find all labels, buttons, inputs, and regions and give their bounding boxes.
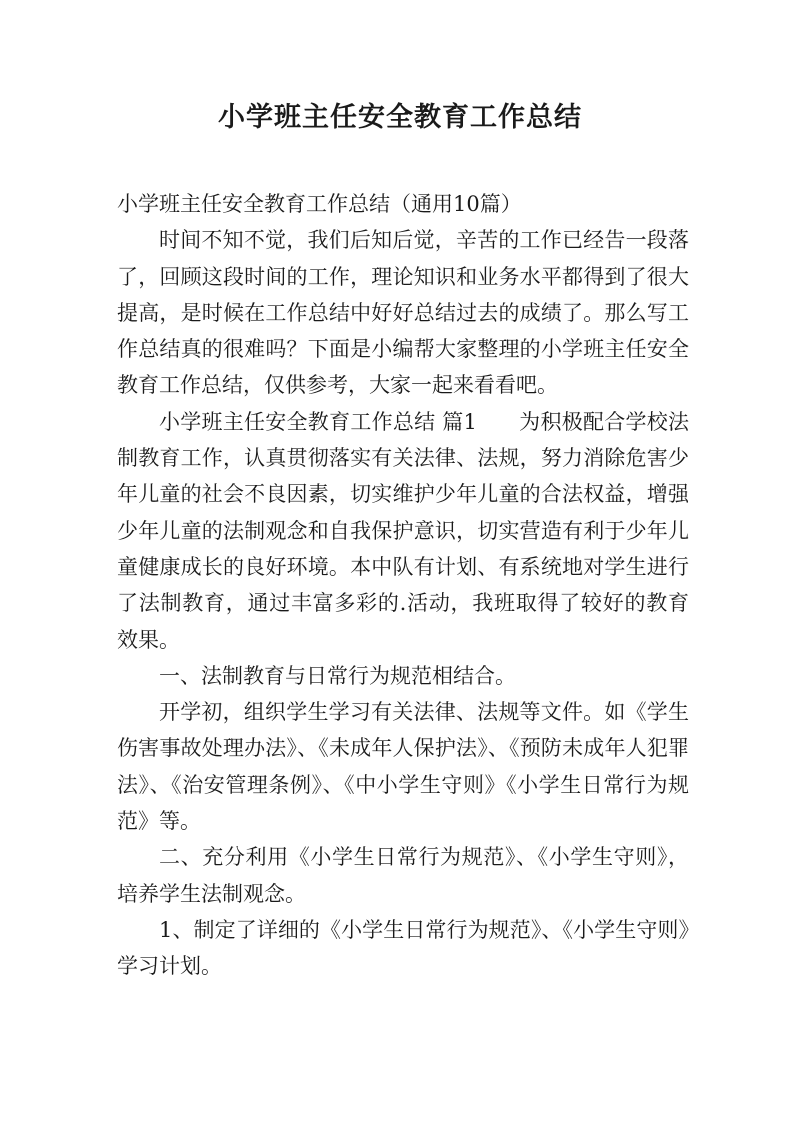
document-title: 小学班主任安全教育工作总结 xyxy=(218,102,582,133)
document-subtitle: 小学班主任安全教育工作总结（通用10篇） xyxy=(117,192,522,216)
item-1-paragraph: 1、制定了详细的《小学生日常行为规范》、《小学生守则》学习计划。 xyxy=(117,917,689,979)
section-1-heading: 一、法制教育与日常行为规范相结合。 xyxy=(159,663,516,688)
section-1-body: 开学初，组织学生学习有关法律、法规等文件。如《学生伤害事故处理办法》、《未成年人保护法》、《预防未成年人犯罪法》、《治安管理条例》、《中小学生守则》《小学生日常行为规范》等。 xyxy=(117,700,689,834)
section-2-heading: 二、充分利用《小学生日常行为规范》、《小学生守则》，培养学生法制观念。 xyxy=(117,845,689,906)
document-body xyxy=(117,186,689,985)
chapter-body: 为积极配合学校法制教育工作，认真贯彻落实有关法律、法规，努力消除危害少年儿童的社会不良因素，切实维护少年儿童的合法权益，增强少年儿童的法制观念和自我保护意识，切实营造有利于少年儿童健康成长的良好环境。本中队有计划、有系统地对学生进行了法制教育，通过丰富多彩的.活动，我班取得了较好的教育效果。 xyxy=(117,409,689,652)
intro-paragraph: 时间不知不觉，我们后知后觉，辛苦的工作已经告一段落了，回顾这段时间的工作，理论知识和业务水平都得到了很大提高，是时候在工作总结中好好总结过去的成绩了。那么写工作总结真的很难吗？下面是小编帮大家整理的小学班主任安全教育工作总结，仅供参考，大家一起来看看吧。 xyxy=(117,228,689,398)
chapter-paragraph xyxy=(117,404,689,658)
chapter-heading: 小学班主任安全教育工作总结 篇1 xyxy=(159,409,477,434)
